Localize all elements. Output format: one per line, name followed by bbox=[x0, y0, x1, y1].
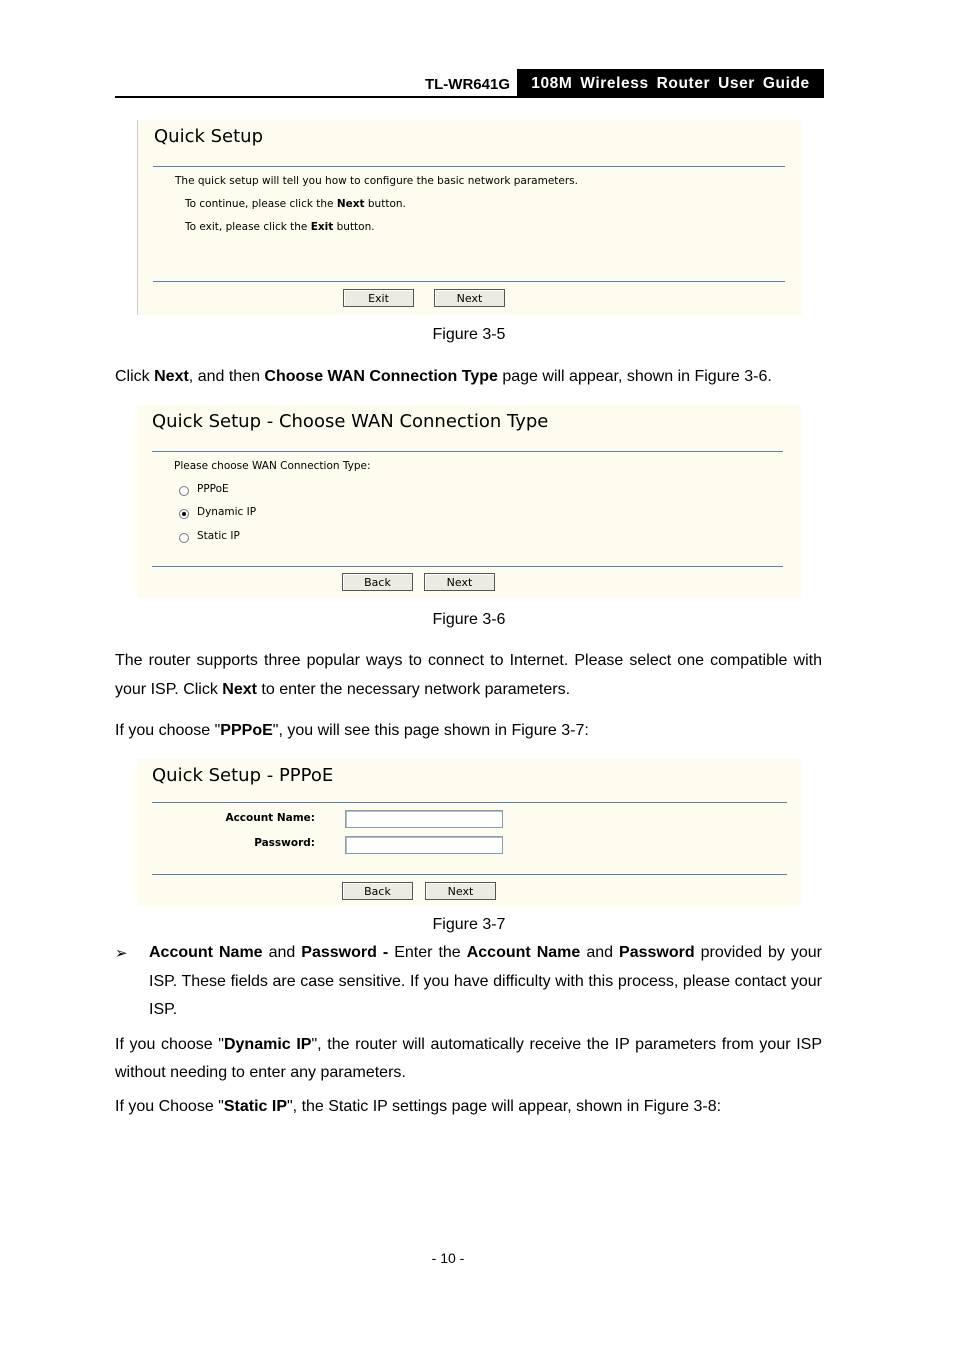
dynamic-ip-radio[interactable] bbox=[179, 509, 189, 519]
text: provided by your ISP. These fields are case sensitive. If you have difficulty with this process, please contact your ISP. bbox=[149, 944, 823, 1018]
panel-title: Quick Setup - PPPoE bbox=[152, 765, 334, 786]
back-button[interactable]: Back bbox=[342, 573, 413, 591]
connection-type-prompt: Please choose WAN Connection Type: bbox=[174, 460, 371, 472]
figure-3-5-panel bbox=[137, 120, 802, 315]
static-ip-radio[interactable] bbox=[179, 533, 189, 543]
continue-text-post: button. bbox=[364, 198, 406, 210]
figure-caption: Figure 3-6 bbox=[432, 611, 506, 628]
text: page will appear, shown in Figure 3-6. bbox=[497, 368, 772, 385]
panel-title: Quick Setup - Choose WAN Connection Type bbox=[152, 411, 549, 432]
bold-text: Password - bbox=[301, 944, 389, 961]
header-rule bbox=[115, 96, 824, 98]
bold-text: PPPoE bbox=[220, 722, 273, 739]
figure-3-7-panel bbox=[137, 759, 801, 906]
continue-text bbox=[185, 198, 406, 210]
text: If you Choose " bbox=[115, 1098, 224, 1115]
bold-text: Next bbox=[154, 368, 189, 385]
title-divider bbox=[153, 166, 785, 167]
paragraph bbox=[115, 716, 822, 745]
text: If you choose " bbox=[115, 722, 221, 739]
intro-text: The quick setup will tell you how to configure the basic network parameters. bbox=[175, 175, 578, 187]
text: ", the router will automatically receive the IP parameters from your ISP without needing to enter any parameters. bbox=[115, 1036, 823, 1081]
header-guide-title: 108M Wireless Router User Guide bbox=[517, 69, 824, 97]
dynamic-ip-label: Dynamic IP bbox=[197, 506, 257, 518]
text: ", the Static IP settings page will appear, shown in Figure 3-8: bbox=[287, 1098, 722, 1115]
next-button[interactable]: Next bbox=[425, 882, 496, 900]
bold-text: Password bbox=[619, 944, 695, 961]
exit-text-bold: Exit bbox=[310, 221, 334, 233]
bold-text: Static IP bbox=[223, 1098, 287, 1115]
static-ip-label: Static IP bbox=[197, 530, 240, 542]
password-input[interactable] bbox=[345, 836, 503, 854]
back-button[interactable]: Back bbox=[342, 882, 413, 900]
bold-text: Dynamic IP bbox=[223, 1036, 312, 1053]
footer-divider bbox=[152, 874, 787, 875]
paragraph bbox=[115, 1092, 822, 1121]
text: ", you will see this page shown in Figure 3-7: bbox=[272, 722, 589, 739]
figure-caption: Figure 3-7 bbox=[432, 916, 506, 933]
text: Click bbox=[115, 368, 155, 385]
password-label: Password: bbox=[254, 837, 315, 849]
bold-text: Account Name bbox=[466, 944, 581, 961]
exit-text bbox=[185, 221, 375, 233]
paragraph bbox=[115, 646, 822, 704]
exit-button[interactable]: Exit bbox=[343, 289, 414, 307]
text: The router supports three popular ways to connect to Internet. Please select one compatible with your ISP. Click bbox=[115, 652, 822, 698]
text: , and then bbox=[188, 368, 265, 385]
exit-text-post: button. bbox=[333, 221, 375, 233]
pppoe-label: PPPoE bbox=[197, 483, 229, 495]
text: and bbox=[580, 944, 620, 961]
paragraph bbox=[115, 362, 822, 391]
footer-divider bbox=[153, 281, 785, 282]
continue-text-bold: Next bbox=[336, 198, 365, 210]
footer-divider bbox=[152, 566, 783, 567]
header-model: TL-WR641G bbox=[424, 76, 510, 93]
bold-text: Next bbox=[222, 681, 257, 698]
panel-title: Quick Setup bbox=[154, 126, 264, 147]
paragraph bbox=[115, 1031, 822, 1086]
pppoe-radio[interactable] bbox=[179, 486, 189, 496]
continue-text-pre: To continue, please click the bbox=[185, 198, 337, 210]
next-button[interactable]: Next bbox=[424, 573, 495, 591]
bold-text: Account Name bbox=[149, 944, 263, 961]
next-button[interactable]: Next bbox=[434, 289, 505, 307]
text: If you choose " bbox=[115, 1036, 224, 1053]
text: Enter the bbox=[388, 944, 467, 961]
account-name-label: Account Name: bbox=[225, 812, 315, 824]
figure-3-6-panel bbox=[137, 405, 801, 597]
text: to enter the necessary network parameters. bbox=[256, 681, 571, 698]
figure-caption: Figure 3-5 bbox=[432, 326, 506, 343]
bullet-paragraph bbox=[149, 939, 822, 1025]
exit-text-pre: To exit, please click the bbox=[185, 221, 311, 233]
account-name-input[interactable] bbox=[345, 810, 503, 828]
page-number: - 10 - bbox=[431, 1250, 465, 1266]
bullet-marker: ➢ bbox=[115, 945, 128, 962]
title-divider bbox=[152, 802, 787, 803]
bold-text: Choose WAN Connection Type bbox=[264, 368, 498, 385]
text: and bbox=[262, 944, 302, 961]
title-divider bbox=[152, 451, 783, 452]
